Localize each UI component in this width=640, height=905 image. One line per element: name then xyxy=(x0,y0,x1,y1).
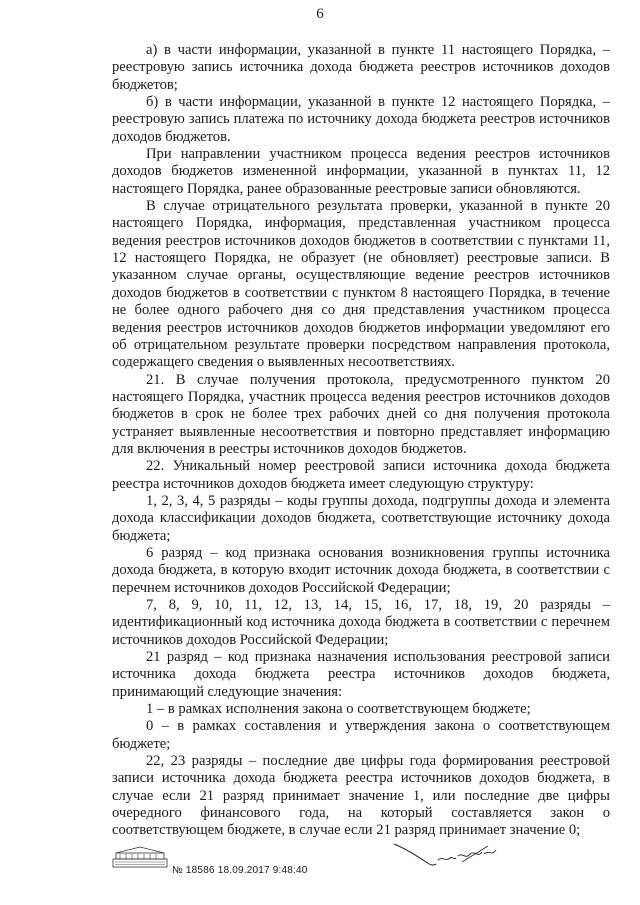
paragraph: При направлении участником процесса ведения реестров источников доходов бюджетов измененной информации, указанной в пунктах 11, 12 настоящего Порядка, ранее образованные реестровые записи обновляются. xyxy=(112,146,610,197)
paragraph: 7, 8, 9, 10, 11, 12, 13, 14, 15, 16, 17, 18, 19, 20 разряды – идентификационный код источника дохода бюджета в соответствии с перечнем источников доходов Российской Федерации; xyxy=(112,597,610,648)
document-body xyxy=(112,42,610,840)
paragraph: В случае отрицательного результата проверки, указанной в пункте 20 настоящего Порядка, информация, представленная участником процесса ведения реестров источников доходов бюджетов в соответствии с пунктами 11, 12 настоящего Порядка, не образует (не обновляет) реестровые записи. В указанном случае органы, осуществляющие ведение реестров источников доходов бюджетов в соответствии с пунктом 8 настоящего Порядка, в течение не более одного рабочего дня со дня представления участником процесса ведения реестров источников доходов бюджетов информации уведомляют его об отрицательном результате проверки посредством направления протокола, содержащего сведения о выявленных несоответствиях. xyxy=(112,198,610,371)
paragraph: б) в части информации, указанной в пункте 12 настоящего Порядка, – реестровую запись платежа по источнику дохода бюджета реестров источников доходов бюджетов. xyxy=(112,94,610,145)
paragraph: 1 – в рамках исполнения закона о соответствующем бюджете; xyxy=(146,701,531,718)
paragraph: 21 разряд – код признака назначения использования реестровой записи источника дохода бюджета реестра источников доходов бюджета, принимающий следующие значения: xyxy=(112,649,610,700)
paragraph: а) в части информации, указанной в пункте 11 настоящего Порядка, – реестровую запись источника дохода бюджета реестров источников доходов бюджетов; xyxy=(112,42,610,93)
paragraph: 22, 23 разряды – последние две цифры года формирования реестровой записи источника дохода бюджета реестра источников доходов бюджета, в случае если 21 разряд принимает значение 1, или последние две цифры очередного финансового года, на который составляется закон о соответствующем бюджете, в случае если 21 разряд принимает значение 0; xyxy=(112,753,610,839)
paragraph: 0 – в рамках составления и утверждения закона о соответствующем бюджете; xyxy=(112,718,610,752)
page-number: 6 xyxy=(316,6,324,22)
paragraph: 6 разряд – код признака основания возникновения группы источника дохода бюджета, в которую входит источник дохода бюджета, в соответствии с перечнем источников доходов Российской Федерации; xyxy=(112,544,610,596)
building-stamp-icon xyxy=(112,845,168,869)
handwritten-signature-icon xyxy=(392,838,512,872)
paragraph: 1, 2, 3, 4, 5 разряды – коды группы дохода, подгруппы дохода и элемента дохода классификации доходов бюджета, соответствующие источнику дохода бюджета; xyxy=(112,492,610,544)
paragraph: 22. Уникальный номер реестровой записи источника дохода бюджета реестра источников доходов бюджета имеет следующую структуру: xyxy=(112,458,610,492)
document-registration-code: № 18586 18.09.2017 9:48:40 xyxy=(172,865,308,876)
paragraph: 21. В случае получения протокола, предусмотренного пунктом 20 настоящего Порядка, участник процесса ведения реестров источников доходов бюджетов в срок не более трех рабочих дней со дня получения протокола устраняет выявленные несоответствия и повторно представляет информацию для включения в реестры источников доходов бюджетов. xyxy=(112,371,610,457)
